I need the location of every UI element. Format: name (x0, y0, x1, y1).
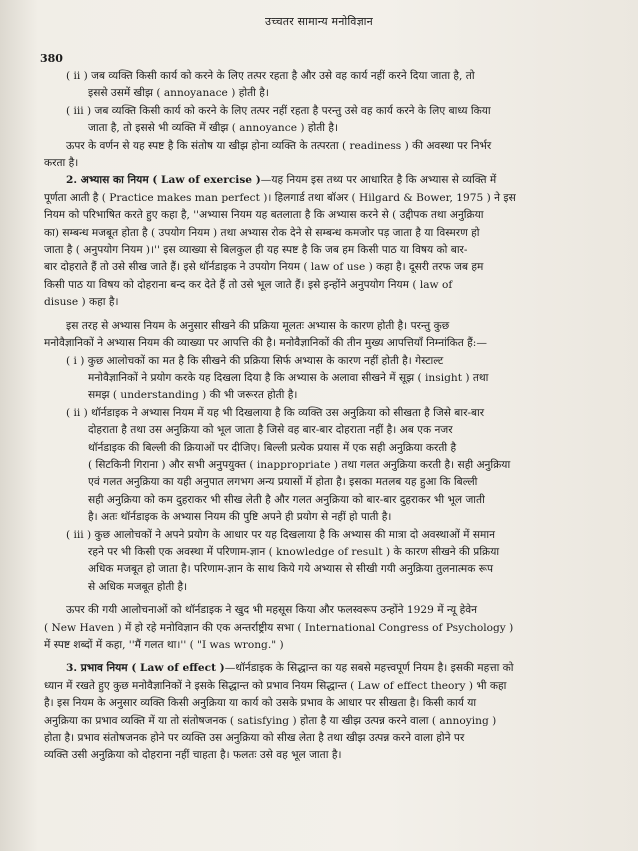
thorndike-admission-line-3: में स्पष्ट शब्दों में कहा, ''मैं गलत था।'' ( "I was wrong." ) (44, 639, 284, 651)
readiness-point-iii-line-1: ( iii ) जब व्यक्ति किसी कार्य को करने के लिए तत्पर नहीं रहता है परन्तु उसे वह कार्य करने के लिए बाध्य किया (66, 104, 491, 117)
objection-iii-line-3: अधिक मजबूत हो जाता है। परिणाम-ज्ञान के साथ किये गये अभ्यास से सीखी गयी अनुक्रिया तुलनात्मक रूप (88, 563, 493, 576)
law-of-effect-para-line-1 (44, 660, 622, 677)
objection-iii-line-1: ( iii ) कुछ आलोचकों ने अपने प्रयोग के आधार पर यह दिखलाया है कि अभ्यास की मात्रा दो अवस्थाओं में समान (66, 528, 496, 541)
objections-intro-line-2: मनोवैज्ञानिकों ने अभ्यास नियम की व्याख्या पर आपत्ति की है। मनोवैज्ञानिकों की तीन मुख्य आपत्तियाँ निम्नांकित हैं:— (44, 337, 487, 350)
objection-ii-line-7: है। अतः थॉर्नडाइक के अभ्यास नियम की पुष्टि अपने ही प्रयोग से नहीं हो पाती है। (88, 511, 392, 524)
readiness-point-ii-line-1: ( ii ) जब व्यक्ति किसी कार्य को करने के लिए तत्पर रहता है और उसे वह कार्य नहीं करने दिया जाता है, तो (66, 70, 475, 82)
objection-ii-line-1: ( ii ) थॉर्नडाइक ने अभ्यास नियम में यह भी दिखलाया है कि व्यक्ति उस अनुक्रिया को सीखता है जिसे बार-बार (66, 406, 485, 419)
readiness-point-ii-line-2: इससे उसमें खीझ ( annoyanace ) होती है। (88, 87, 269, 100)
readiness-point-iii-line-2: जाता है, तो इससे भी व्यक्ति में खीझ ( annoyance ) होती है। (88, 122, 338, 135)
law-of-exercise-line-8: disuse ) कहा है। (44, 296, 119, 309)
thorndike-admission-line-1: ऊपर की गयी आलोचनाओं को थॉर्नडाइक ने खुद भी महसूस किया और फलस्वरूप उन्होंने 1929 में न्यू हेवेन (66, 604, 477, 617)
objection-ii-line-5: एवं गलत अनुक्रिया का यही अनुपात लगभग अन्य प्रयासों में होता है। इसका मतलब यह हुआ कि बिल्ली (88, 476, 478, 489)
thorndike-admission-line-2: ( New Haven ) में हो रहे मनोविज्ञान की एक अन्तर्राष्ट्रीय सभा ( International Congress of Psychology ) (44, 621, 514, 634)
body-text (44, 68, 622, 765)
objection-ii-line-3: थॉर्नडाइक की बिल्ली की क्रियाओं पर दीजिए। बिल्ली प्रत्येक प्रयास में एक सही अनुक्रिया करती है (88, 441, 457, 454)
law-of-exercise-line-5: जाता है ( अनुपयोग नियम )।'' इस व्याख्या से बिलकुल ही यह स्पष्ट है कि जब हम किसी पाठ या विषय को बार- (44, 244, 468, 257)
law-of-exercise-heading: 2. अभ्यास का नियम ( Law of exercise ) (66, 174, 261, 187)
objection-ii-line-6: सही अनुक्रिया को कम दुहराकर भी सीख लेती है और गलत अनुक्रिया को बार-बार दुहराकर भी भूल जाती (88, 493, 485, 506)
law-of-exercise-line-2: पूर्णता आती है ( Practice makes man perfect )। हिलगार्ड तथा बॉअर ( Hilgard & Bower, 1975 ) ने इस (44, 191, 516, 204)
readiness-summary-line-1: ऊपर के वर्णन से यह स्पष्ट है कि संतोष या खीझ होना व्यक्ति के तत्परता ( readiness ) की अवस्था पर निर्भर (66, 139, 492, 152)
law-of-effect-line-5: होता है। प्रभाव संतोषजनक होने पर व्यक्ति उस अनुक्रिया को सीख लेता है तथा खीझ उत्पन्न करने वाला होने पर (44, 732, 465, 745)
readiness-summary-line-2: करता है। (44, 157, 79, 170)
law-of-effect-line-3: है। इस नियम के अनुसार व्यक्ति किसी अनुक्रिया या कार्य को उसके प्रभाव के आधार पर सीखता है। किसी कार्य या (44, 697, 477, 710)
law-of-exercise-line-6: बार दोहराते हैं तो उसे सीख जाते हैं। इसे थॉर्नडाइक ने उपयोग नियम ( law of use ) कहा है। दूसरी तरफ जब हम (44, 261, 484, 274)
law-of-exercise-para-line-1 (44, 172, 622, 189)
law-of-effect-intro: —थॉर्नडाइक के सिद्धान्त का यह सबसे महत्त्वपूर्ण नियम है। इसकी महत्ता को (224, 662, 514, 675)
objection-i-line-2: मनोवैज्ञानिकों ने प्रयोग करके यह दिखला दिया है कि अभ्यास के अलावा सीखने में सूझ ( insight ) तथा (88, 371, 489, 384)
law-of-exercise-line-4: का) सम्बन्ध मजबूत होता है ( उपयोग नियम ) तथा अभ्यास रोक देने से सम्बन्ध कमजोर पड़ जाता है या विस्मरण हो (44, 226, 480, 239)
law-of-exercise-line-7: किसी पाठ या विषय को दोहराना बन्द कर देते हैं तो उसे भूल जाते हैं। इसे इन्होंने अनुपयोग नियम ( law of (44, 278, 453, 291)
law-of-exercise-line-3: नियम को परिभाषित करते हुए कहा है, ''अभ्यास नियम यह बतलाता है कि अभ्यास करने से ( उद्दीपक तथा अनुक्रिया (44, 209, 484, 222)
objections-intro-line-1: इस तरह से अभ्यास नियम के अनुसार सीखने की प्रक्रिया मूलतः अभ्यास के कारण होती है। परन्तु कुछ (66, 319, 450, 332)
law-of-exercise-intro: —यह नियम इस तथ्य पर आधारित है कि अभ्यास से व्यक्ति में (260, 174, 497, 187)
objection-ii-line-2: दोहराता है तथा उस अनुक्रिया को भूल जाता है जिसे वह बार-बार दोहराता नहीं है। अब एक नजर (88, 424, 453, 437)
objection-i-line-1: ( i ) कुछ आलोचकों का मत है कि सीखने की प्रक्रिया सिर्फ अभ्यास के कारण नहीं होती है। गेस्टाल्ट (66, 354, 444, 367)
objection-iii-line-2: रहने पर भी किसी एक अवस्था में परिणाम-ज्ञान ( knowledge of result ) के कारण सीखने की प्रक्रिया (88, 545, 500, 558)
objection-iii-line-4: से अधिक मजबूत होती है। (88, 580, 188, 593)
law-of-effect-line-4: अनुक्रिया का प्रभाव व्यक्ति में या तो संतोषजनक ( satisfying ) होता है या खीझ उत्पन्न करने वाला ( annoying ) (44, 714, 497, 727)
objection-i-line-3: समझ ( understanding ) की भी जरूरत होती है। (88, 389, 298, 402)
objection-ii-line-4: ( सिटकिनी गिराना ) और सभी अनुपयुक्त ( inappropriate ) तथा गलत अनुक्रिया करती है। सही अनुक्रिया (88, 458, 511, 471)
running-head: उच्चतर सामान्य मनोविज्ञान (265, 15, 373, 28)
law-of-effect-line-6: व्यक्ति उसी अनुक्रिया को दोहराना नहीं चाहता है। फलतः उसे वह भूल जाता है। (44, 749, 342, 762)
law-of-effect-line-2: ध्यान में रखते हुए कुछ मनोवैज्ञानिकों ने इसके सिद्धान्त को प्रभाव नियम सिद्धान्त ( Law of effect theory ) भी कहा (44, 679, 507, 692)
page-number: 380 (40, 52, 63, 65)
law-of-effect-heading: 3. प्रभाव नियम ( Law of effect ) (66, 662, 225, 675)
